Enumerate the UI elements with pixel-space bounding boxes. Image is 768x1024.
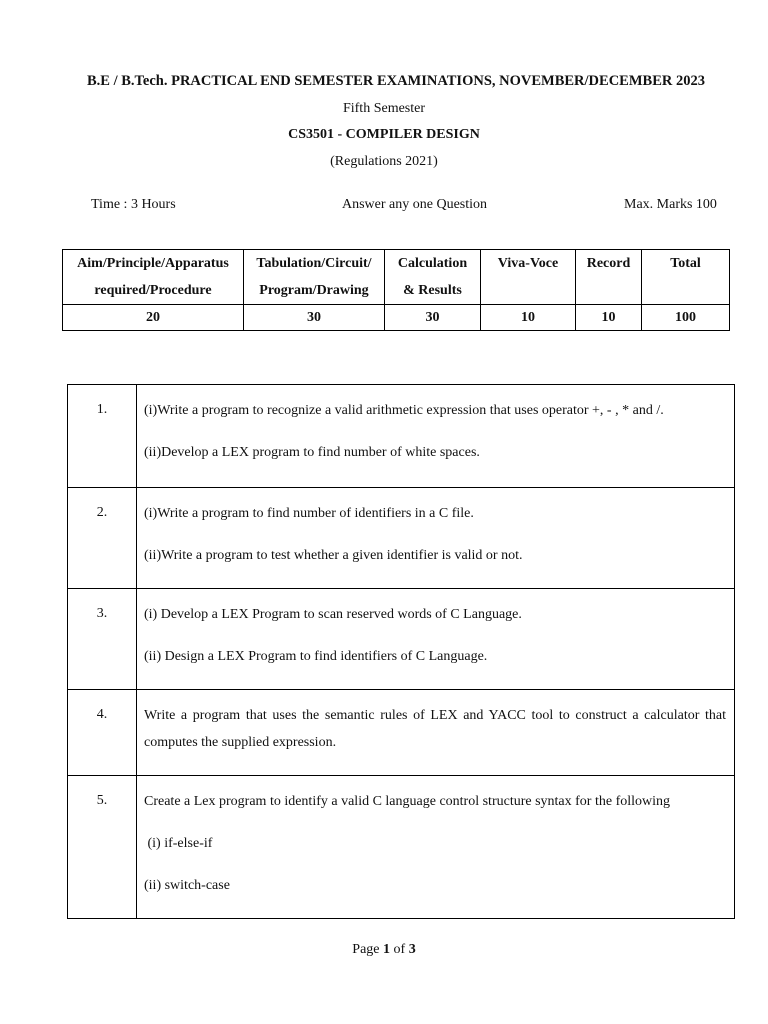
marks-value-cell: 20 bbox=[63, 305, 244, 331]
question-part: (i)Write a program to find number of identifiers in a C file. bbox=[144, 506, 474, 521]
question-part: (ii)Write a program to test whether a given identifier is valid or not. bbox=[144, 548, 523, 563]
question-row bbox=[68, 776, 735, 919]
questions-table bbox=[67, 384, 735, 919]
instruction-label: Answer any one Question bbox=[342, 197, 488, 212]
question-text bbox=[137, 776, 735, 919]
marks-header-cell: Record bbox=[576, 250, 642, 305]
marks-value-cell: 10 bbox=[481, 305, 576, 331]
marks-value-cell: 30 bbox=[244, 305, 385, 331]
question-number: 4. bbox=[68, 690, 137, 776]
marks-header-cell: Aim/Principle/Apparatus required/Procedure bbox=[63, 250, 244, 305]
question-number: 1. bbox=[68, 385, 137, 488]
course-title: CS3501 - COMPILER DESIGN bbox=[288, 127, 480, 142]
question-part: (i)Write a program to recognize a valid arithmetic expression that uses operator +, - , * and /. bbox=[144, 403, 664, 418]
marks-value-cell: 30 bbox=[385, 305, 481, 331]
question-number: 5. bbox=[68, 776, 137, 919]
question-row bbox=[68, 690, 735, 776]
question-text bbox=[137, 488, 735, 589]
marks-value-row bbox=[63, 305, 730, 331]
question-part: (ii) Design a LEX Program to find identifiers of C Language. bbox=[144, 649, 488, 664]
marks-header-cell: Total bbox=[642, 250, 730, 305]
question-text bbox=[137, 385, 735, 488]
question-number: 3. bbox=[68, 589, 137, 690]
marks-value-cell: 100 bbox=[642, 305, 730, 331]
question-row bbox=[68, 385, 735, 488]
regulations-label: (Regulations 2021) bbox=[330, 154, 438, 169]
page-number: Page 1 of 3 bbox=[352, 942, 416, 957]
semester-label: Fifth Semester bbox=[342, 101, 426, 116]
marks-header-cell: Calculation & Results bbox=[385, 250, 481, 305]
marks-header-cell: Viva-Voce bbox=[481, 250, 576, 305]
question-row bbox=[68, 488, 735, 589]
question-number: 2. bbox=[68, 488, 137, 589]
max-marks-label: Max. Marks 100 bbox=[624, 197, 717, 212]
question-part: (i) Develop a LEX Program to scan reserved words of C Language. bbox=[144, 607, 522, 622]
question-part: Write a program that uses the semantic rules of LEX and YACC tool to construct a calculator that computes the supplied expression. bbox=[144, 708, 726, 750]
marks-header-cell: Tabulation/Circuit/ Program/Drawing bbox=[244, 250, 385, 305]
question-text bbox=[137, 589, 735, 690]
exam-heading: B.E / B.Tech. PRACTICAL END SEMESTER EXAMINATIONS, NOVEMBER/DECEMBER 2023 bbox=[87, 73, 705, 89]
marks-value-cell: 10 bbox=[576, 305, 642, 331]
marks-distribution-table bbox=[62, 249, 730, 331]
time-label: Time : 3 Hours bbox=[91, 197, 176, 212]
marks-header-row bbox=[63, 250, 730, 305]
question-text bbox=[137, 690, 735, 776]
question-part: (ii)Develop a LEX program to find number of white spaces. bbox=[144, 445, 480, 460]
question-part: (i) if-else-if bbox=[144, 836, 213, 851]
question-part: Create a Lex program to identify a valid C language control structure syntax for the following bbox=[144, 794, 671, 809]
question-row bbox=[68, 589, 735, 690]
question-part: (ii) switch-case bbox=[144, 878, 230, 893]
